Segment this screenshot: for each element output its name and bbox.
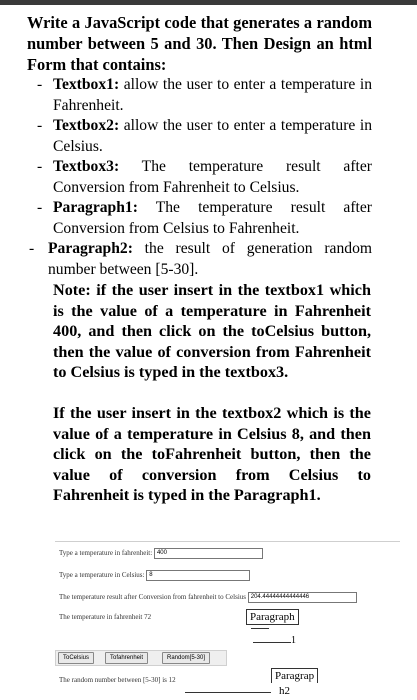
bullet-textbox1: - Textbox1: allow the user to enter a temperature in Fahrenheit. — [37, 76, 372, 114]
fahrenheit-row — [59, 548, 263, 559]
top-border — [0, 0, 417, 5]
bullet-text: allow the user to enter a temperature in Celsius. — [53, 117, 372, 155]
arrow-line — [253, 642, 291, 643]
note2-paragraph: If the user insert in the textbox2 which is the value of a temperature in Celsius 8, and then click on the toFahrenheit button, then the value of conversion from Celsius to Fahrenheit is typed in the Paragraph1. — [53, 404, 371, 505]
fahrenheit-input[interactable]: 400 — [154, 548, 263, 559]
paragraph2-tag-suffix: h2 — [279, 685, 290, 697]
form-screenshot — [55, 541, 400, 700]
result-input[interactable]: 204.44444444444446 — [248, 592, 357, 603]
random-button[interactable]: Random[5-30] — [162, 652, 210, 664]
result-row — [59, 592, 357, 603]
bullet-paragraph2: - Paragraph2: the result of generation random number between [5-30]. — [29, 240, 372, 278]
bullet-text: The temperature result after Conversion from Celsius to Fahrenheit. — [53, 199, 372, 237]
bullet-paragraph1: - Paragraph1: The temperature result after Conversion from Celsius to Fahrenheit. — [37, 199, 372, 237]
random-result-text: The random number between [5-30] is 12 — [59, 676, 176, 684]
bullet-label: Textbox2: — [53, 117, 120, 134]
celsius-label: Type a temperature in Celsius: — [59, 571, 145, 580]
requirements-list — [27, 75, 372, 280]
bullet-label: Paragraph2: — [48, 240, 133, 257]
bullet-textbox2: - Textbox2: allow the user to enter a temperature in Celsius. — [37, 117, 372, 155]
bullet-textbox3: - Textbox3: The temperature result after Conversion from Fahrenheit to Celsius. — [37, 158, 372, 196]
paragraph2-tag: Paragrap — [271, 668, 318, 683]
arrow-number: 1 — [291, 635, 296, 646]
celsius-row — [59, 570, 250, 581]
fahrenheit-label: Type a temperature in fahrenheit: — [59, 549, 153, 558]
separator — [55, 541, 400, 542]
bullet-label: Paragraph1: — [53, 199, 138, 216]
celsius-input[interactable]: 8 — [146, 570, 250, 581]
intro-text: Write a JavaScript code that generates a random number between 5 and 30. Then Design an html Form that contains: — [27, 13, 372, 74]
paragraph1-tag: Paragraph — [246, 609, 299, 625]
to-celsius-button[interactable]: ToCelsius — [58, 652, 94, 664]
bullet-text: the result of generation random number between [5-30]. — [48, 240, 372, 278]
fahrenheit-result-text: The temperature in fahrenheit 72 — [59, 613, 152, 621]
bullet-text: allow the user to enter a temperature in Fahrenheit. — [53, 76, 372, 114]
arrow-line — [251, 628, 269, 629]
bullet-label: Textbox3: — [53, 158, 120, 175]
result-label: The temperature result after Conversion from fahrenheit to Celsius — [59, 593, 246, 602]
bullet-text: The temperature result after Conversion from Fahrenheit to Celsius. — [53, 158, 372, 196]
note-paragraph: Note: if the user insert in the textbox1 which is the value of a temperature in Fahrenheit 400, and then click on the toCelsius button, then the value of conversion from Fahrenheit to Celsius is typed in the textbox3. — [53, 281, 371, 382]
arrow-line — [185, 692, 271, 693]
to-fahrenheit-button[interactable]: Tofahrenheit — [105, 652, 148, 664]
bullet-label: Textbox1: — [53, 76, 120, 93]
